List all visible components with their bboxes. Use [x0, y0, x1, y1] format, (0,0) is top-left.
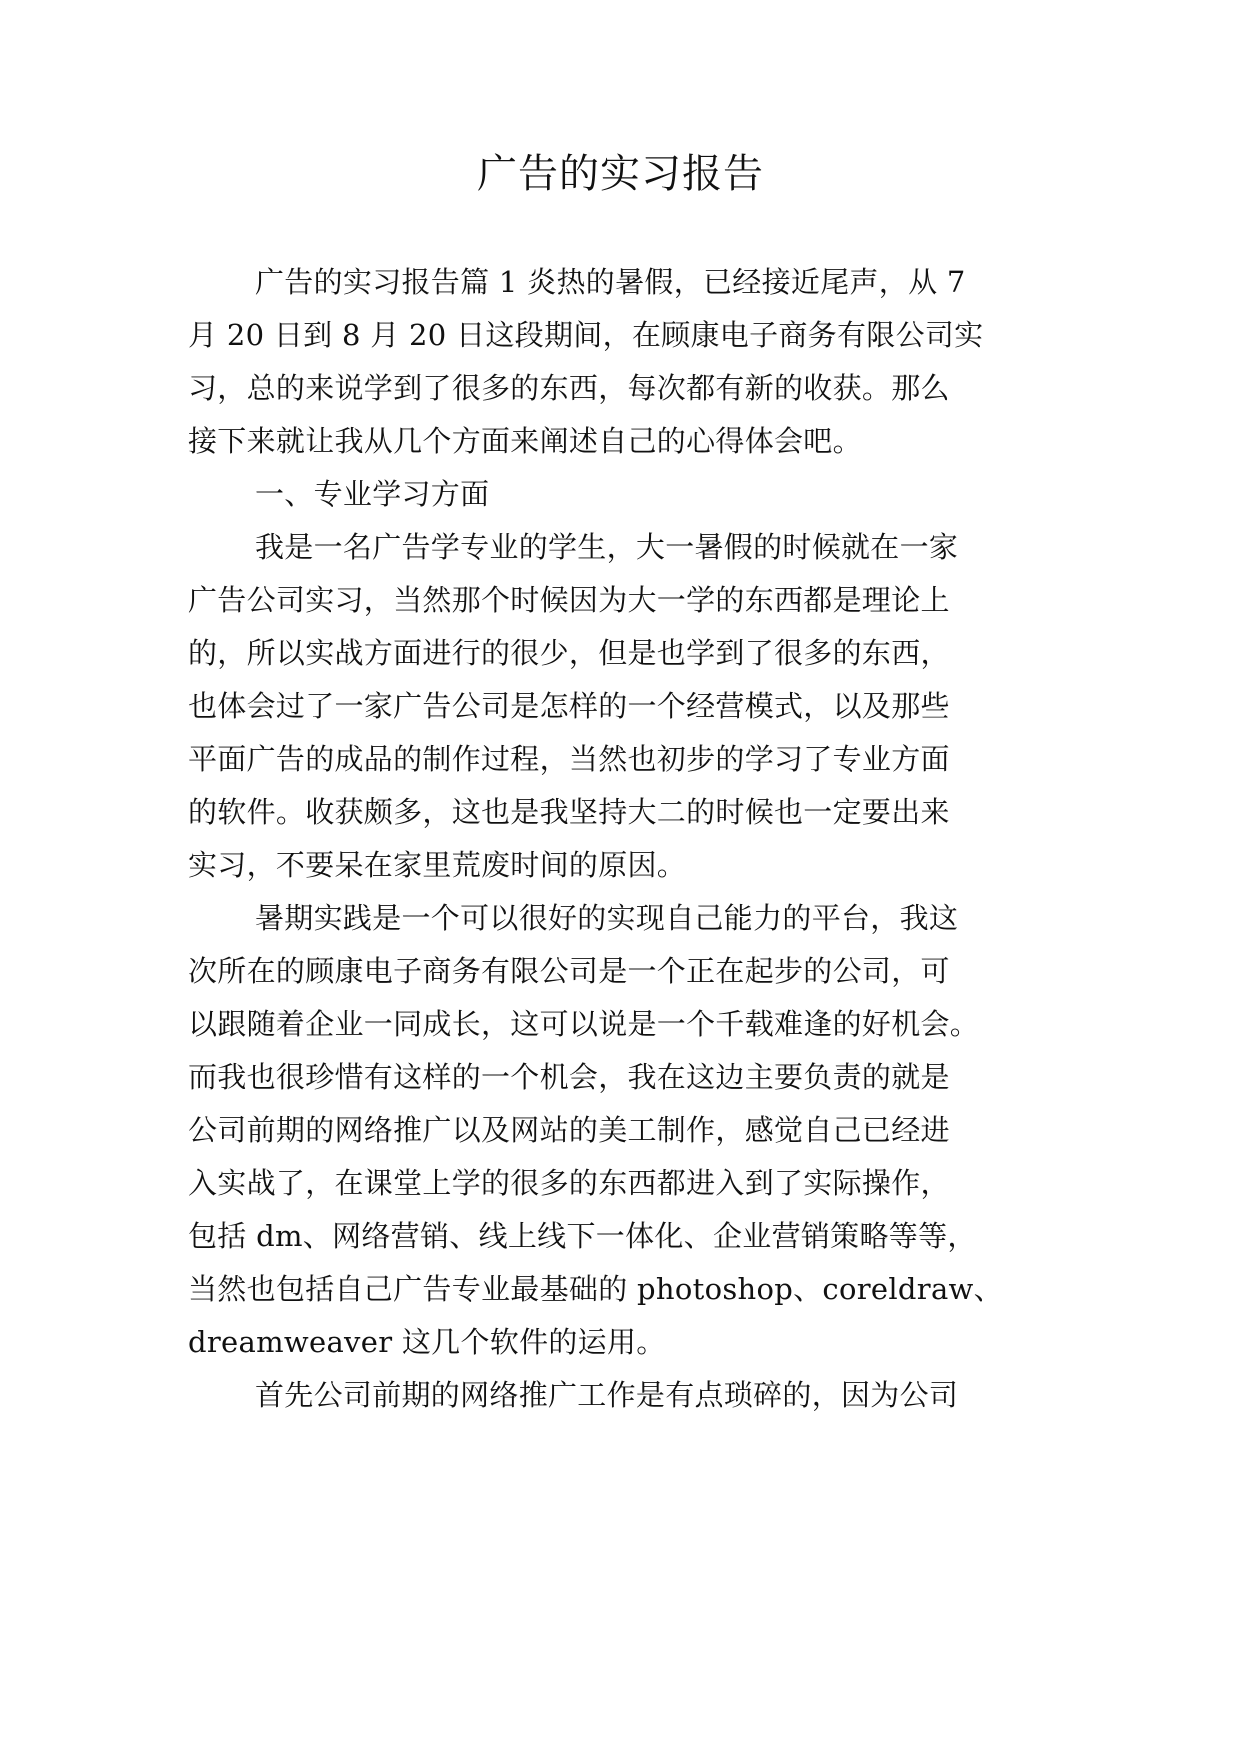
- paragraph-line: 的，所以实战方面进行的很少，但是也学到了很多的东西，: [188, 636, 950, 670]
- paragraph-line: 暑期实践是一个可以很好的实现自己能力的平台，我这: [255, 901, 959, 935]
- paragraph-line: 接下来就让我从几个方面来阐述自己的心得体会吧。: [188, 424, 862, 458]
- paragraph-line: 广告的实习报告篇 1 炎热的暑假，已经接近尾声，从 7: [255, 265, 966, 299]
- paragraph-line: 当然也包括自己广告专业最基础的 photoshop、coreldraw、: [188, 1272, 1003, 1306]
- paragraph-line: 以跟随着企业一同成长，这可以说是一个千载难逢的好机会。: [188, 1007, 980, 1041]
- paragraph-line: 包括 dm、网络营销、线上线下一体化、企业营销策略等等，: [188, 1219, 977, 1253]
- paragraph-line: 平面广告的成品的制作过程，当然也初步的学习了专业方面: [188, 742, 950, 776]
- paragraph-line: 入实战了，在课堂上学的很多的东西都进入到了实际操作，: [188, 1166, 950, 1200]
- paragraph-line: dreamweaver 这几个软件的运用。: [188, 1325, 666, 1359]
- paragraph-line: 我是一名广告学专业的学生，大一暑假的时候就在一家: [255, 530, 959, 564]
- paragraph-line: 也体会过了一家广告公司是怎样的一个经营模式，以及那些: [188, 689, 950, 723]
- paragraph-line: 习，总的来说学到了很多的东西，每次都有新的收获。那么: [188, 371, 950, 405]
- paragraph-line: 首先公司前期的网络推广工作是有点琐碎的，因为公司: [255, 1378, 959, 1412]
- paragraph-line: 的软件。收获颇多，这也是我坚持大二的时候也一定要出来: [188, 795, 950, 829]
- paragraph-line: 公司前期的网络推广以及网站的美工制作，感觉自己已经进: [188, 1113, 950, 1147]
- paragraph-line: 实习，不要呆在家里荒废时间的原因。: [188, 848, 687, 882]
- paragraph-line: 月 20 日到 8 月 20 日这段期间，在顾康电子商务有限公司实: [188, 318, 984, 352]
- section-heading: 一、专业学习方面: [255, 477, 490, 511]
- paragraph-line: 而我也很珍惜有这样的一个机会，我在这边主要负责的就是: [188, 1060, 950, 1094]
- paragraph-line: 广告公司实习，当然那个时候因为大一学的东西都是理论上: [188, 583, 950, 617]
- document-title: 广告的实习报告: [477, 151, 764, 197]
- paragraph-line: 次所在的顾康电子商务有限公司是一个正在起步的公司，可: [188, 954, 950, 988]
